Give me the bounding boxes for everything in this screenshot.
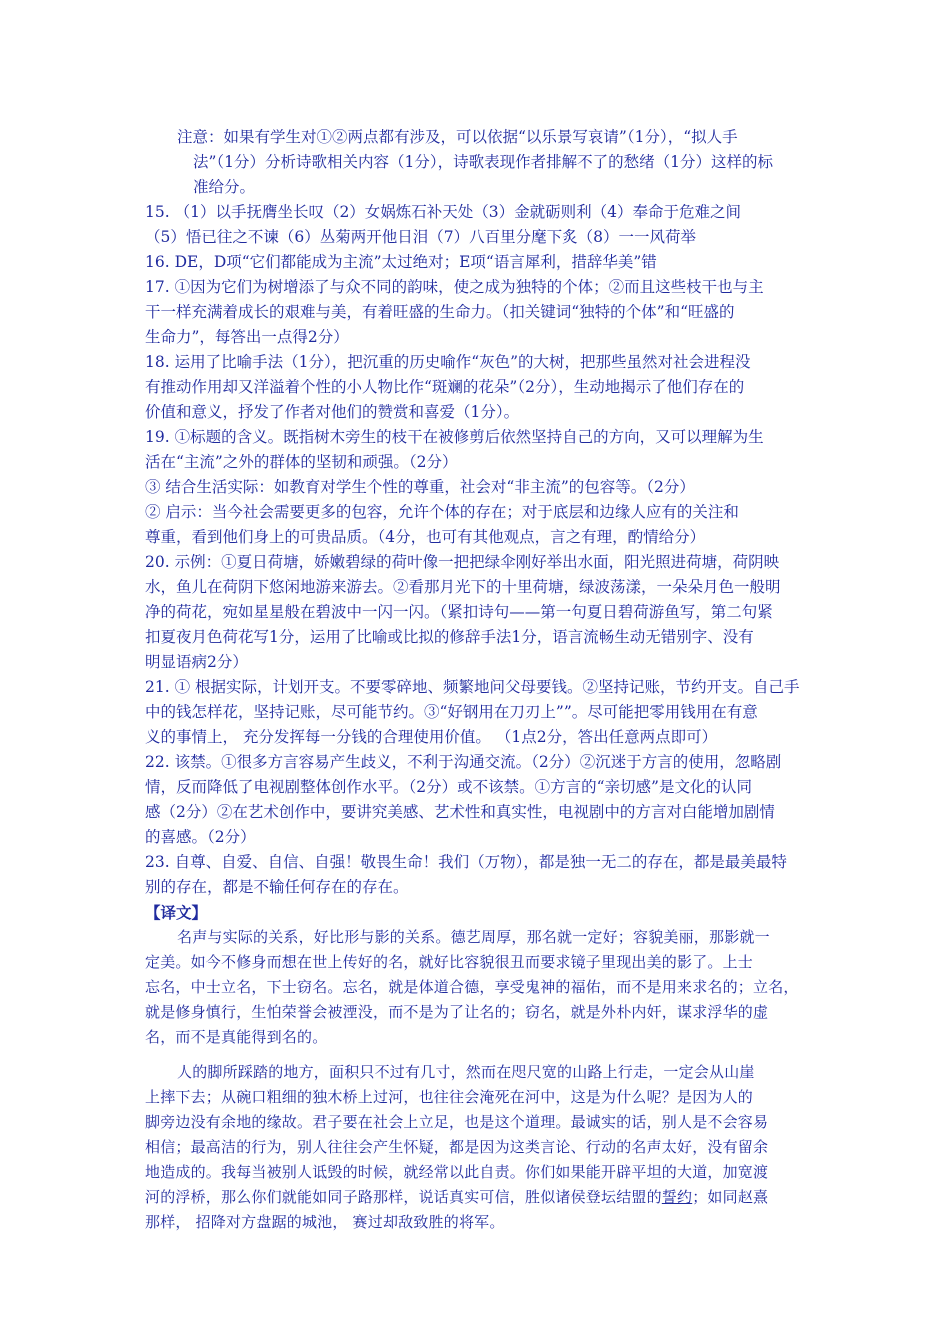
answer-19 xyxy=(145,425,813,550)
answer-line: 明显语病2分） xyxy=(145,653,248,671)
answer-line: 22. 该禁。①很多方言容易产生歧义，不利于沟通交流。（2分）②沉迷于方言的使用，忽略剧 xyxy=(145,753,782,771)
translation-line: 脚旁边没有余地的缘故。君子要在社会上立足，也是这个道理。最诚实的话，别人是不会容易 xyxy=(145,1113,769,1131)
answer-line: 20. 示例：①夏日荷塘，娇嫩碧绿的荷叶像一把把绿伞刚好举出水面，阳光照进荷塘，荷阴映 xyxy=(145,553,780,571)
answer-21 xyxy=(145,675,813,750)
translation-text: 河的浮桥，那么你们就能如同子路那样，说话真实可信，胜似诸侯登坛结盟的 xyxy=(145,1188,662,1206)
answer-20 xyxy=(145,550,813,675)
translation-line: 上摔下去；从碗口粗细的独木桥上过河，也往往会淹死在河中，这是为什么呢？是因为人的 xyxy=(145,1088,754,1106)
answer-line: 尊重，看到他们身上的可贵品质。（4分，也可有其他观点，言之有理，酌情给分） xyxy=(145,528,706,546)
answer-line: 别的存在，都是不输任何存在的存在。 xyxy=(145,878,409,896)
answer-line: 23. 自尊、自爱、自信、自强！敬畏生命！我们（万物），都是独一无二的存在，都是最美最特 xyxy=(145,853,787,871)
translation-paragraph-2 xyxy=(145,1060,813,1235)
note-block xyxy=(145,125,813,200)
note-line: 法”（1分）分析诗歌相关内容（1分），诗歌表现作者排解不了的愁绪（1分）这样的标 xyxy=(193,153,774,171)
answer-line: 水，鱼儿在荷阴下悠闲地游来游去。②看那月光下的十里荷塘，绿波荡漾，一朵朵月色一般明 xyxy=(145,578,781,596)
answer-line: ③ 结合生活实际：如教育对学生个性的尊重，社会对“非主流”的包容等。（2分） xyxy=(145,478,695,496)
answer-line: 的喜感。（2分） xyxy=(145,828,256,846)
translation-line: 相信；最高洁的行为，别人往往会产生怀疑，都是因为这类言论、行动的名声太好，没有留余 xyxy=(145,1138,769,1156)
answer-key-content xyxy=(145,125,813,1235)
answer-line: 21. ① 根据实际，计划开支。不要零碎地、频繁地问父母要钱。②坚持记账，节约开支。自己手 xyxy=(145,678,800,696)
answer-22 xyxy=(145,750,813,850)
translation-line: 那样， 招降对方盘踞的城池， 赛过却敌致胜的将军。 xyxy=(145,1213,505,1231)
note-line: 准给分。 xyxy=(193,178,256,196)
answer-17 xyxy=(145,275,813,350)
answer-line: 活在“主流”之外的群体的坚韧和顽强。（2分） xyxy=(145,453,458,471)
answer-line: 扣夏夜月色荷花写1分，运用了比喻或比拟的修辞手法1分，语言流畅生动无错别字、没有 xyxy=(145,628,754,646)
translation-line: 名，而不是真能得到名的。 xyxy=(145,1028,328,1046)
answer-16 xyxy=(145,250,813,275)
answer-line: 中的钱怎样花，坚持记账，尽可能节约。③“好钢用在刀刃上””。尽可能把零用钱用在有意 xyxy=(145,703,758,721)
answer-line: ② 启示：当今社会需要更多的包容，允许个体的存在；对于底层和边缘人应有的关注和 xyxy=(145,503,739,521)
answer-line: （5）悟已往之不谏（6）丛菊两开他日泪（7）八百里分麾下炙（8）一一风荷举 xyxy=(145,228,696,246)
answer-line: 生命力”，每答出一点得2分） xyxy=(145,328,349,346)
translation-line: 地造成的。我每当被别人诋毁的时候，就经常以此自责。你们如果能开辟平坦的大道，加宽渡 xyxy=(145,1163,769,1181)
answer-line: 19. ①标题的含义。既指树木旁生的枝干在被修剪后依然坚持自己的方向，又可以理解为生 xyxy=(145,428,764,446)
answer-line: 价值和意义，抒发了作者对他们的赞赏和喜爱（1分）。 xyxy=(145,403,520,421)
translation-line: 人的脚所踩踏的地方，面积只不过有几寸，然而在咫尺宽的山路上行走，一定会从山崖 xyxy=(177,1063,755,1081)
answer-line: 16. DE，D项“它们都能成为主流”太过绝对；E项“语言犀利，措辞华美”错 xyxy=(145,253,657,271)
note-line: 注意：如果有学生对①②两点都有涉及，可以依据“以乐景写哀请”（1分），“拟人手 xyxy=(177,128,738,146)
translation-text: ；如同赵熹 xyxy=(692,1188,769,1206)
answer-line: 感（2分）②在艺术创作中，要讲究美感、艺术性和真实性，电视剧中的方言对白能增加剧情 xyxy=(145,803,775,821)
translation-line xyxy=(145,1185,813,1210)
underlined-term: 誓约 xyxy=(661,1188,693,1206)
translation-heading: 【译文】 xyxy=(145,903,208,922)
translation-line: 就是修身慎行，生怕荣誉会被湮没，而不是为了让名的；窃名，就是外朴内奸，谋求浮华的虚 xyxy=(145,1003,769,1021)
translation-line: 忘名，中士立名，下士窃名。忘名，就是体道合德，享受鬼神的福佑，而不是用来求名的；立名， xyxy=(145,978,799,996)
answer-line: 义的事情上， 充分发挥每一分钱的合理使用价值。 （1点2分，答出任意两点即可） xyxy=(145,728,718,746)
answer-23 xyxy=(145,850,813,900)
answer-15 xyxy=(145,200,813,250)
translation-paragraph-1 xyxy=(145,925,813,1050)
translation-line: 定美。如今不修身而想在世上传好的名，就好比容貌很丑而要求镜子里现出美的影了。上士 xyxy=(145,953,754,971)
paragraph-gap xyxy=(145,1050,813,1060)
answer-18 xyxy=(145,350,813,425)
answer-line: 17. ①因为它们为树增添了与众不同的韵味，使之成为独特的个体；②而且这些枝干也与主 xyxy=(145,278,764,296)
translation-line: 名声与实际的关系，好比形与影的关系。德艺周厚，那名就一定好；容貌美丽，那影就一 xyxy=(177,928,770,946)
answer-line: 15. （1）以手抚膺坐长叹（2）女娲炼石补天处（3）金就砺则利（4）奉命于危难之间 xyxy=(145,203,742,221)
answer-line: 有推动作用却又洋溢着个性的小人物比作“斑斓的花朵”（2分），生动地揭示了他们存在的 xyxy=(145,378,745,396)
answer-line: 情，反而降低了电视剧整体创作水平。（2分）或不该禁。①方言的“亲切感”是文化的认同 xyxy=(145,778,752,796)
answer-line: 18. 运用了比喻手法（1分），把沉重的历史喻作“灰色”的大树，把那些虽然对社会进程没 xyxy=(145,353,751,371)
answer-line: 净的荷花，宛如星星般在碧波中一闪一闪。（紧扣诗句——第一句夏日碧荷游鱼写，第二句紧 xyxy=(145,603,773,621)
answer-line: 干一样充满着成长的艰难与美，有着旺盛的生命力。（扣关键词“独特的个体”和“旺盛的 xyxy=(145,303,735,321)
